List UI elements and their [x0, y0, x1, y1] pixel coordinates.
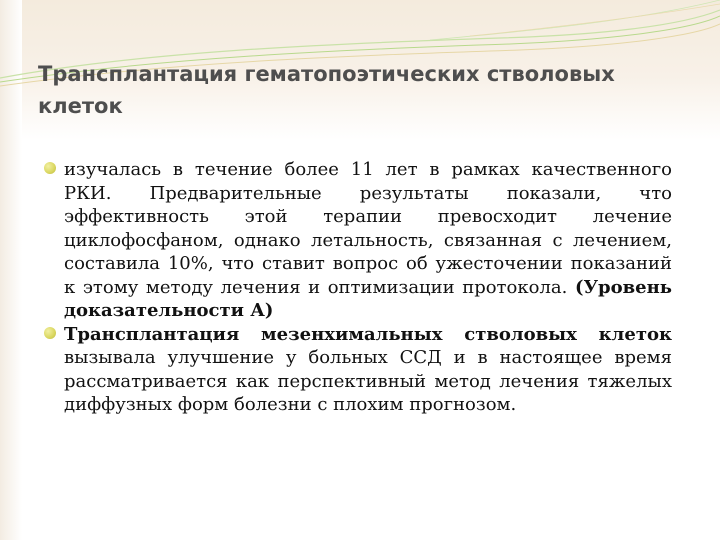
list-item [44, 158, 672, 323]
slide-title: Трансплантация гематопоэтических стволовых клеток [38, 62, 615, 118]
bullet-2-text: вызывала улучшение у больных ССД и в настоящее время рассматривается как перспективный метод лечения тяжелых диффузных форм болезни с плохим прогнозом. [64, 347, 672, 415]
bullet-icon [44, 327, 56, 339]
wave-line-5 [470, 4, 720, 36]
bullet-2-lead: Трансплантация мезенхимальных стволовых клеток [64, 323, 672, 345]
bullet-list [44, 158, 672, 417]
bullet-1-text: изучалась в течение более 11 лет в рамках качественного РКИ. Предварительные результаты показали, что эффективность этой терапии превосходит лечение циклофосфаном, однако летальность, связанная с лечением, составила 10%, что ставит вопрос об ужесточении показаний к этому методу лечения и оптимизации протокола. [64, 159, 672, 298]
list-item [44, 323, 672, 417]
bullet-text [64, 323, 672, 417]
bullet-icon [44, 162, 56, 174]
evidence-level: (Уровень доказательности А) [64, 276, 673, 321]
bullet-text [64, 158, 672, 323]
